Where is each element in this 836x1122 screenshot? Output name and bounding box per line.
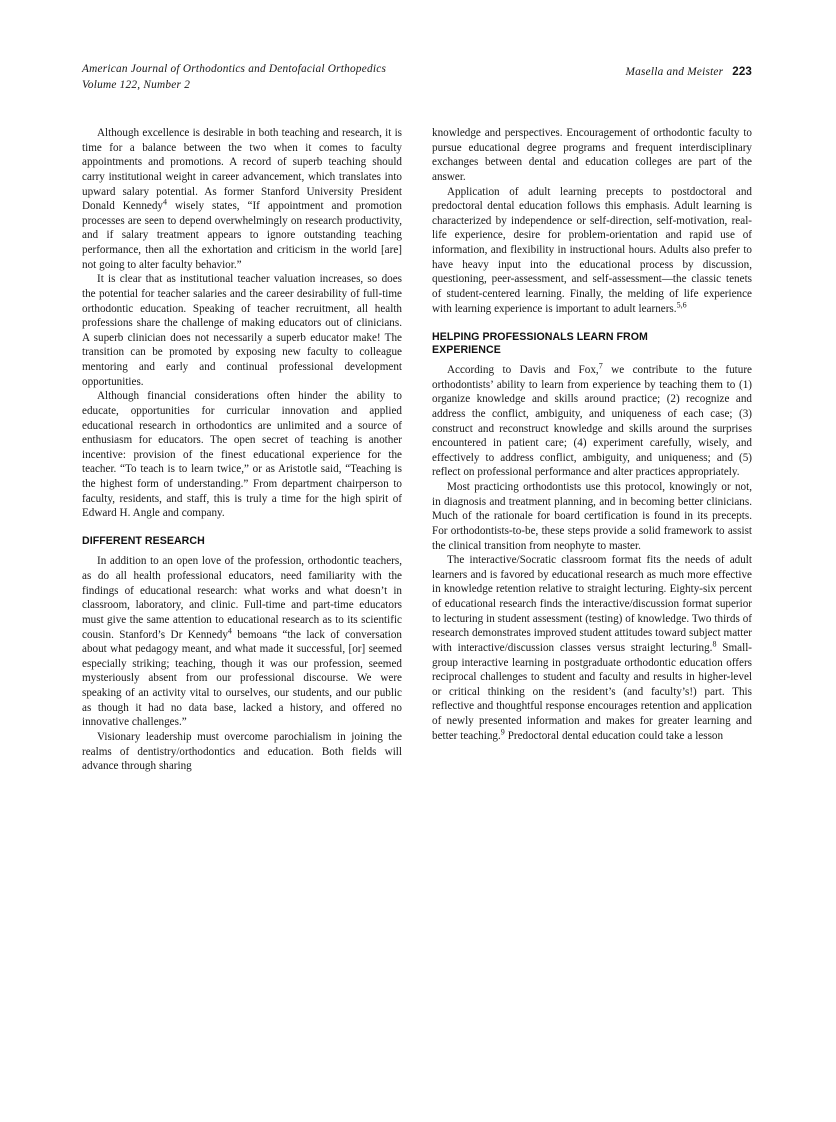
section-heading-helping-professionals: [432, 331, 752, 358]
journal-title: American Journal of Orthodontics and Dentofacial Orthopedics: [82, 63, 387, 75]
reference-marker: 4: [227, 625, 232, 635]
reference-marker: 8: [712, 639, 717, 649]
paragraph: Visionary leadership must overcome parochialism in joining the realms of dentistry/orthodontics and education. Both fields will advance through sharing: [82, 730, 402, 773]
reference-marker: 5,6: [676, 299, 687, 309]
reference-marker: 7: [598, 361, 603, 371]
paragraph: Although excellence is desirable in both teaching and research, it is time for a balance between the two when it comes to faculty appointments and promotions. A record of superb teaching should carry institutional weight in career advancement, which translates into upward salary potential. As former Stanford University President Donald Kennedy$^4$ wisely states, “If appointment and promotion processes are seen to depend overwhelmingly on research productivity, and if salary treatment appears to ignore outstanding teaching performance, then all the exhortation and criticism in the world [are] not going to alter faculty behavior.”: [82, 127, 402, 271]
running-head-right: [626, 62, 753, 80]
paragraph: According to Davis and Fox,$^7$ we contribute to the future orthodontists’ ability to learn from experience by teaching them to (1) organize knowledge and skills around practice; (2) recognize and address the conflict, ambiguity, and uniqueness of each case; (3) construct and reconstruct knowledge and skills around the surprises encountered in patient care; (4) experiment carefully, wisely, and effectively to address conflict, ambiguity, and uniqueness; and (5) reflect on professional performance and alter practices appropriately.: [432, 361, 752, 479]
article-body: [82, 126, 752, 1041]
paragraph: knowledge and perspectives. Encouragement of orthodontic faculty to pursue educational degree programs and frequent interdisciplinary exchanges between dental and education colleges are part of the answer.: [432, 127, 752, 183]
reference-marker: 9: [500, 726, 505, 736]
section-heading-line-2: EXPERIENCE: [432, 344, 501, 357]
page-number: 223: [732, 65, 752, 78]
paragraph: In addition to an open love of the profession, orthodontic teachers, as do all health professional educators, need familiarity with the findings of educational research: what works and what doesn’t in classroom, laboratory, and clinic. Full-time and part-time educators must give the same attention to educational research as to its scientific cousin. Stanford’s Dr Kennedy$^4$ bemoans “the lack of conversation about what pedagogy meant, and what made it successful, [or] seemed especially striking; teaching, though it was our profession, seemed mysteriously absent from our professional discourse. We were speaking of an activity vital to ourselves, our students, and our public as though it had no data base, lacked a history, and offered no innovative challenges.”: [82, 555, 402, 729]
paragraph: Application of adult learning precepts to postdoctoral and predoctoral dental education follows this emphasis. Adult learning is characterized by independence or self-direction, self-motivation, real-life experience, desire for problem-orientation and rapid use of information, and flexibility in instructional hours. Adults also prefer to have heavy input into the educational process by discussion, questioning, peer-assessment, and self-assessment—the classic tenets of student-centered learning. Finally, the melding of life experience with learning experience is important to adult learners.$^{5,6}$: [432, 185, 752, 315]
author-names: Masella and Meister: [625, 66, 724, 78]
paragraph: Although financial considerations often hinder the ability to educate, opportunities for curricular innovation and applied educational research in orthodontics are unlimited and a source of enthusiasm for educators. The open secret of teaching is another incentive: provision of the finest educational experience for the teacher. “To teach is to learn twice,” or as Aristotle said, “Teaching is the highest form of understanding.” From department chairperson to faculty, residents, and staff, this is truly a time for the high spirit of Edward H. Angle and company.: [82, 390, 402, 520]
paragraph: Most practicing orthodontists use this protocol, knowingly or not, in diagnosis and treatment planning, and in becoming better clinicians. Much of the rationale for board certification is found in its precepts. For orthodontists-to-be, these steps provide a solid framework to assist the clinical transition from neophyte to master.: [432, 481, 752, 552]
section-heading-different-research: DIFFERENT RESEARCH: [82, 535, 205, 548]
reference-marker: 4: [162, 197, 167, 207]
right-column: [432, 126, 752, 1041]
spacer: [432, 316, 752, 331]
left-column: [82, 126, 402, 1041]
section-heading-line-1: HELPING PROFESSIONALS LEARN FROM: [432, 330, 648, 343]
volume-issue: Volume 122, Number 2: [82, 78, 191, 91]
spacer: [82, 521, 402, 536]
paragraph: It is clear that as institutional teacher valuation increases, so does the potential for teacher salaries and the career desirability of full-time orthodontic education. Speaking of teacher recruitment, all health professions share the challenge of making educators out of clinicians. A superb clinician does not necessarily a superb educator make! The transition can be promoted by exposing new faculty to colleague mentoring and early and continual professional development opportunities.: [82, 273, 402, 388]
running-head-left: [82, 62, 552, 93]
paragraph: The interactive/Socratic classroom format fits the needs of adult learners and is favored by educational research as much more effective in knowledge retention relative to straight lecturing. Eighty-six percent of educational research finds the interactive/discussion format superior to lecturing in student assessment (testing) of knowledge. Two thirds of research demonstrates improved student attitudes toward subject matter with interactive/discussion classes versus straight lecturing.$^8$ Small-group interactive learning in postgraduate orthodontic education offers reciprocal challenges to student and faculty and results in higher-level or critical thinking on the resident’s (and faculty’s!) part. This reflective and thoughtful response encourages retention and application of newly presented information and makes for greater learning and better teaching.$^9$ Predoctoral dental education could take a lesson: [432, 554, 752, 742]
running-head: [82, 62, 752, 96]
